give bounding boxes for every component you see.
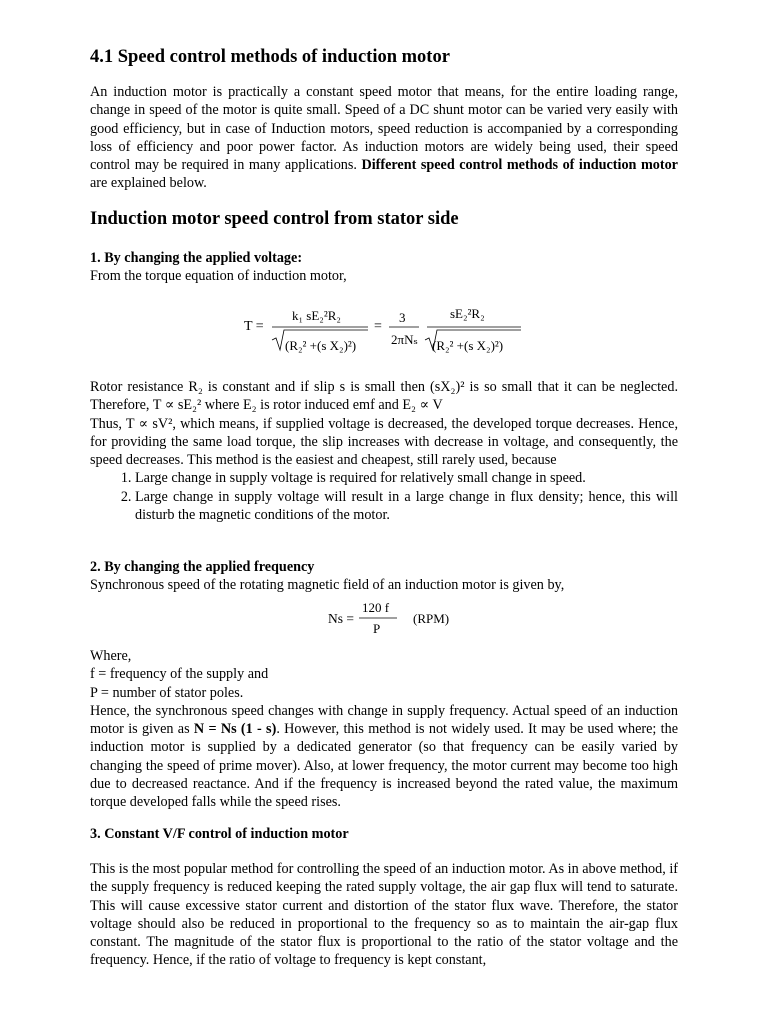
eq-p: P (373, 621, 381, 636)
eq-den1: (R₂² +(s X₂)²) (285, 338, 357, 353)
section-heading: 4.1 Speed control methods of induction motor (90, 47, 450, 67)
eq-ns: Ns = (328, 611, 354, 626)
eq-num2: sE₂²R₂ (450, 306, 485, 321)
stator-side-heading: Induction motor speed control from stator side (90, 209, 459, 229)
list-item: 2. Large change in supply voltage will result in a large change in flux density; hence, this will disturb the magnetic conditions of the motor. (135, 488, 678, 525)
intro-paragraph: An induction motor is practically a constant speed motor that means, for the entire loading range, change in speed of the motor is quite small. Speed of a DC shunt motor can be varied very easily with good efficiency, but in case of Induction motors, speed reduction is accompanied by a corresponding loss of efficiency and poor power factor. As induction motors are widely being used, their speed control may be required in many applications. Different speed control methods of induction motor are explained below. (90, 84, 678, 192)
eq-three: 3 (399, 310, 406, 325)
method-1-heading: 1. By changing the applied voltage: (90, 250, 303, 266)
method-2-body: Where, f = frequency of the supply and P = number of stator poles. Hence, the synchronous speed changes with change in supply frequency. Actual speed of an induction motor is given as N = Ns (1 - s). However, this method is not widely used. It may be used where; the induction motor is supplied by a dedicated generator (so that frequency can be easily varied by changing the speed of prime mover). Also, at lower frequency, the motor current may become too high due to decreased reactance. And if the frequency is increased beyond the rated value, the maximum torque developed falls while the speed rises. (90, 648, 678, 811)
method-3-paragraph: This is the most popular method for controlling the speed of an induction motor. As in above method, if the supply frequency is reduced keeping the rated supply voltage, the air gap flux will tend to saturate. This will cause excessive stator current and distortion of the stator flux wave. Therefore, the stator voltage should also be reduced in proportional to the frequency so as to maintain the air-gap flux constant. The magnitude of the stator flux is proportional to the ratio of the stator voltage and the frequency. Hence, if the ratio of voltage to frequency is kept constant, (90, 861, 678, 969)
method-3-heading: 3. Constant V/F control of induction motor (90, 826, 349, 842)
eq-equals: = (374, 319, 382, 334)
eq-120f: 120 f (362, 600, 390, 615)
method-2-lead: Synchronous speed of the rotating magnetic field of an induction motor is given by, (90, 577, 565, 594)
method-2-heading: 2. By changing the applied frequency (90, 559, 315, 575)
method-2-intro (90, 558, 678, 595)
method-1-lead: From the torque equation of induction motor, (90, 268, 347, 285)
method-1-list (90, 469, 678, 524)
eq-t: T = (244, 319, 264, 334)
method-1-paragraph: Rotor resistance R₂ is constant and if slip s is small then (sX₂)² is so small that it can be neglected. Therefore, T ∝ sE₂² where E₂ is rotor induced emf and E₂ ∝ V Thus, T ∝ sV², which means, if supplied voltage is decreased, the developed torque decreases. Hence, for providing the same load torque, the slip increases with decrease in voltage, and consequently, the speed decreases. This method is the easiest and cheapest, still rarely used, because 1. Large change in supply voltage is required for relatively small change in speed. 2. Large change in supply voltage will result in a large change in flux density; hence, this will disturb the magnetic conditions of the motor. (90, 378, 678, 524)
eq-2pins: 2πNₛ (391, 332, 418, 347)
eq-num1: k₁ sE₂²R₂ (292, 308, 341, 323)
list-item: 1. Large change in supply voltage is required for relatively small change in speed. (135, 469, 678, 487)
method-1-intro (90, 249, 678, 286)
eq-rpm: (RPM) (413, 611, 450, 626)
eq-den2: (R₂² +(s X₂)²) (432, 338, 504, 353)
